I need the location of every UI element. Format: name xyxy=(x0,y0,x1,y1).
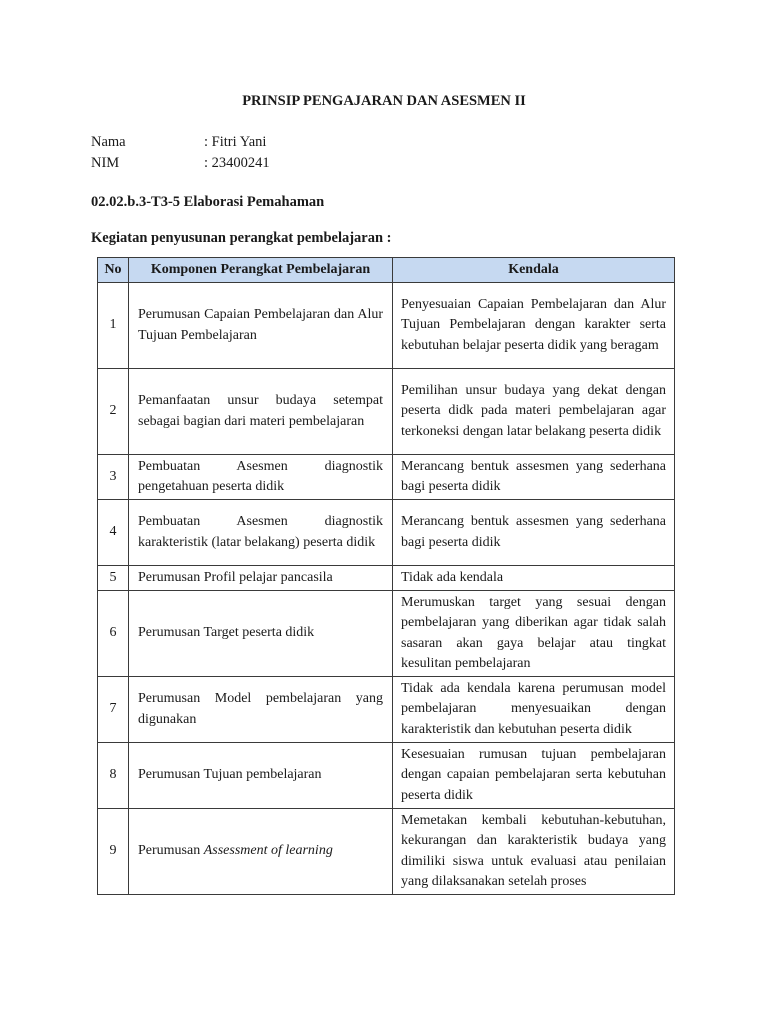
nim-label: NIM xyxy=(91,155,120,171)
row-komponen: Perumusan Tujuan pembelajaran xyxy=(129,743,393,809)
row-kendala: Tidak ada kendala karena perumusan model pembelajaran menyesuaikan dengan karakteristik dan kebutuhan peserta didik xyxy=(393,677,675,743)
activity-table xyxy=(97,257,675,895)
table-row xyxy=(98,455,675,500)
header-komponen: Komponen Perangkat Pembelajaran xyxy=(129,258,393,283)
row-komponen: Pemanfaatan unsur budaya setempat sebagai bagian dari materi pembelajaran xyxy=(129,369,393,455)
row-komponen xyxy=(129,809,393,895)
row-kendala: Tidak ada kendala xyxy=(393,566,675,591)
row-kendala: Merumuskan target yang sesuai dengan pembelajaran yang diberikan agar tidak salah sasaran akan gaya belajar atau tingkat kesulitan pembelajaran xyxy=(393,591,675,677)
row-komponen: Perumusan Capaian Pembelajaran dan Alur Tujuan Pembelajaran xyxy=(129,283,393,369)
row-number: 2 xyxy=(98,369,129,455)
name-value: : Fitri Yani xyxy=(204,134,267,150)
table-header-row xyxy=(98,258,675,283)
row-komponen-text: Perumusan xyxy=(138,843,204,859)
nim-value: : 23400241 xyxy=(204,155,270,171)
row-komponen-italic: Assessment of learning xyxy=(203,843,333,859)
row-kendala: Pemilihan unsur budaya yang dekat dengan peserta didk pada materi pembelajaran agar terkoneksi dengan latar belakang peserta didik xyxy=(393,369,675,455)
row-komponen: Perumusan Profil pelajar pancasila xyxy=(129,566,393,591)
table-row xyxy=(98,591,675,677)
table-row xyxy=(98,809,675,895)
row-number: 3 xyxy=(98,455,129,500)
document-title: PRINSIP PENGAJARAN DAN ASESMEN II xyxy=(242,93,526,109)
table-row xyxy=(98,743,675,809)
row-komponen: Pembuatan Asesmen diagnostik pengetahuan peserta didik xyxy=(129,455,393,500)
header-kendala: Kendala xyxy=(393,258,675,283)
row-number: 1 xyxy=(98,283,129,369)
row-komponen: Pembuatan Asesmen diagnostik karakteristik (latar belakang) peserta didik xyxy=(129,500,393,566)
row-number: 8 xyxy=(98,743,129,809)
row-kendala: Merancang bentuk assesmen yang sederhana bagi peserta didik xyxy=(393,500,675,566)
name-row xyxy=(91,134,266,151)
row-kendala: Kesesuaian rumusan tujuan pembelajaran dengan capaian pembelajaran serta kebutuhan peserta didik xyxy=(393,743,675,809)
row-komponen: Perumusan Target peserta didik xyxy=(129,591,393,677)
table-row xyxy=(98,566,675,591)
row-number: 4 xyxy=(98,500,129,566)
row-kendala: Merancang bentuk assesmen yang sederhana bagi peserta didik xyxy=(393,455,675,500)
table-row xyxy=(98,283,675,369)
name-label: Nama xyxy=(91,134,126,150)
header-no: No xyxy=(98,258,129,283)
row-number: 5 xyxy=(98,566,129,591)
row-number: 9 xyxy=(98,809,129,895)
assignment-code: 02.02.b.3-T3-5 Elaborasi Pemahaman xyxy=(91,194,325,210)
nim-row xyxy=(91,155,270,172)
row-number: 6 xyxy=(98,591,129,677)
table-row xyxy=(98,677,675,743)
table-row xyxy=(98,369,675,455)
row-komponen: Perumusan Model pembelajaran yang digunakan xyxy=(129,677,393,743)
table-row xyxy=(98,500,675,566)
row-kendala: Memetakan kembali kebutuhan-kebutuhan, kekurangan dan karakteristik budaya yang dimiliki siswa untuk evaluasi atau penilaian yang dilaksanakan setelah proses xyxy=(393,809,675,895)
activity-heading: Kegiatan penyusunan perangkat pembelajaran : xyxy=(91,230,392,246)
row-kendala: Penyesuaian Capaian Pembelajaran dan Alur Tujuan Pembelajaran dengan karakter serta kebutuhan belajar peserta didik yang beragam xyxy=(393,283,675,369)
row-number: 7 xyxy=(98,677,129,743)
